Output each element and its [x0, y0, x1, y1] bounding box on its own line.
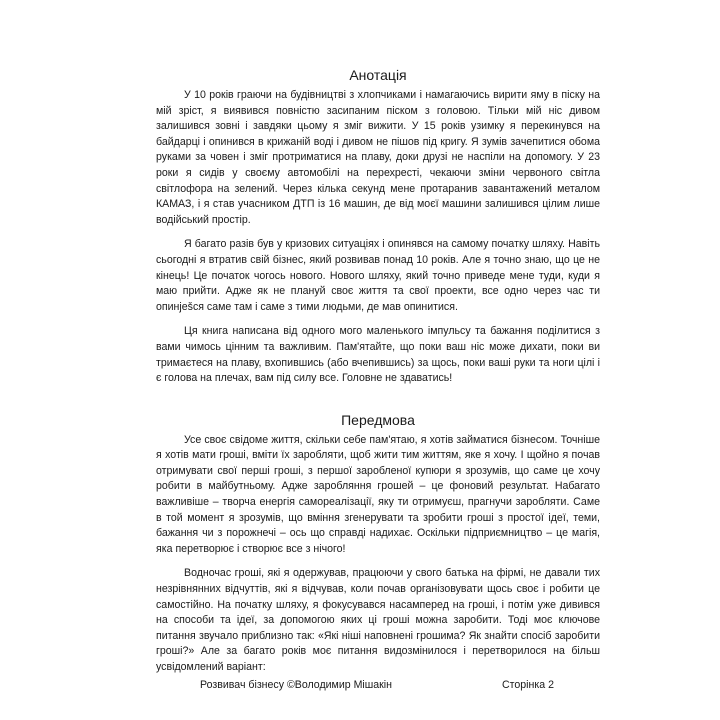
preface-paragraph-2: Водночас гроші, які я одержував, працюючи у свого батька на фірмі, не давали тих незрівнянних відчуттів, які я відчував, коли почав організовувати щось своє і робити це самостійно. На початку шляху, я фокусувався насамперед на гроші, і потім уже дивився на способи та ідеї, за допомогою яких ці гроші можна заробити. Тоді моє ключове питання звучало приблизно так: «Які ніші наповнені грошима? Як знайти спосіб заробити гроші?» Але за багато років моє питання видозмінилося і перетворилося на більш усвідомлений варіант: — [156, 567, 600, 673]
preface-paragraph-1: Усе своє свідоме життя, скільки себе пам'ятаю, я хотів займатися бізнесом. Точніше я хотів мати гроші, вміти їх заробляти, щоб жити тим життям, яке я хочу. І щойно я почав отримувати свої перші гроші, з першої заробленої купюри я зрозумів, що саме це хочу робити в майбутньому. Адже заробляння грошей – це фоновий результат. Набагато важливіше – творча енергія самореалізації, яку ти отримуєш, прагнучи заробляти. Саме в той момент я зрозумів, що вміння згенерувати та зробити гроші з простої ідеї, теми, бажання чи з порожнечі – ось що справді надихає. Оскільки підприємництво – це магія, яка перетворює і створює все з нічого! — [156, 433, 600, 555]
annotation-paragraph-2: Я багато разів був у кризових ситуаціях і опинявся на самому початку шляху. Навіть сьогодні я втратив свій бізнес, який розвивав понад 10 років. Але я точно знаю, що це не кінець! Це початок чогось нового. Нового шляху, який точно приведе мене туди, куди я маю прийти. Адже як не плануй своє життя та свої проекти, все одно через час ти опинješся саме там і саме з тими людьми, де мав опинитися. — [156, 238, 600, 313]
footer-author: Розвивач бізнесу ©Володимир Мішакін — [200, 679, 392, 691]
annotation-paragraph-3: Ця книга написана від одного мого маленького імпульсу та бажання поділитися з вами чимось цінним та важливим. Пам'ятайте, що поки ваш ніс може дихати, поки ви тримаєтеся на плаву, вхопившись (або вчепившись) за щось, поки ваші руки та ноги цілі і є голова на плечах, вам під силу все. Головне не здаватись! — [156, 325, 600, 385]
annotation-paragraph-1: У 10 років граючи на будівництві з хлопчиками і намагаючись вирити яму в піску на мій зріст, я виявився повністю засипаним піском з головою. Тільки мій ніс дивом залишився зовні і завдяки цьому я зміг вижити. У 15 років узимку я перекинувся на байдарці і опинився в крижаній воді і дивом не пішов під кригу. Я зумів зачепитися обома руками за човен і зміг протриматися на плаву, доки друзі не наспіли на допомогу. У 23 роки я сидів у своєму автомобілі на перехресті, чекаючи зміни червоного світла світлофора на зелений. Через кілька секунд мене протаранив завантажений металом КАМАЗ, і я став учасником ДТП із 16 машин, де від моєї машини залишився цілим лише водійський простір. — [156, 89, 600, 226]
section-title-annotation: Анотація — [349, 67, 407, 83]
document-page — [156, 60, 600, 685]
section-title-preface: Передмова — [341, 411, 415, 428]
footer-page-number: Сторінка 2 — [502, 679, 554, 691]
